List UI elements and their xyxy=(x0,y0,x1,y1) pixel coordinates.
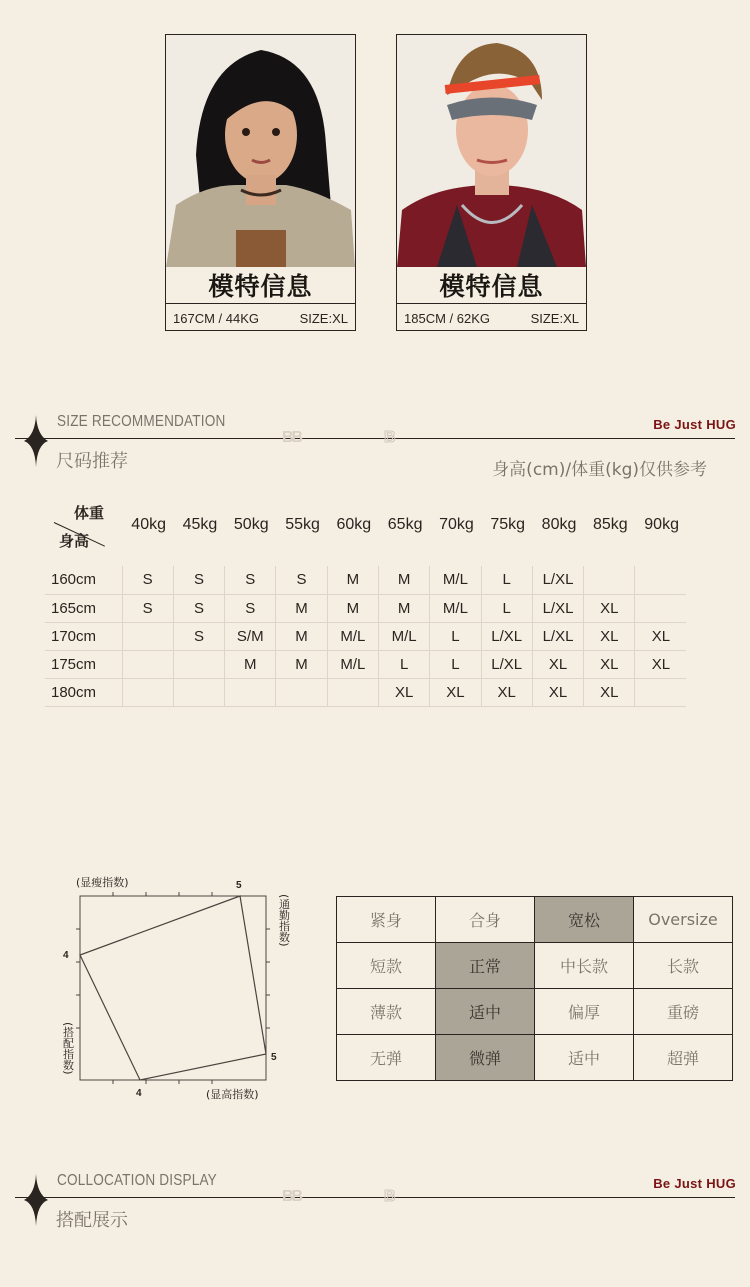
size-cell: S xyxy=(225,594,276,622)
size-cell: M xyxy=(225,650,276,678)
attribute-cell: 中长款 xyxy=(535,943,634,989)
size-cell: L xyxy=(430,650,481,678)
size-cell: M/L xyxy=(327,622,378,650)
size-cell: M/L xyxy=(430,566,481,594)
size-cell xyxy=(635,594,686,622)
size-cell: XL xyxy=(635,650,686,678)
model-size: SIZE:XL xyxy=(299,310,348,326)
model-stats xyxy=(397,305,586,331)
attribute-cell: 短款 xyxy=(337,943,436,989)
weight-column-header: 80kg xyxy=(541,516,577,533)
value-matching-index: 4 xyxy=(63,950,69,961)
size-cell: L/XL xyxy=(532,594,583,622)
size-cell: L/XL xyxy=(481,650,532,678)
size-cell: M/L xyxy=(378,622,429,650)
size-cell: XL xyxy=(584,678,635,706)
size-cell: XL xyxy=(584,650,635,678)
size-cell xyxy=(635,566,686,594)
weight-column-header: 50kg xyxy=(233,516,269,533)
size-cell: L/XL xyxy=(532,566,583,594)
label-slimming-index: (显瘦指数) xyxy=(76,876,129,889)
size-cell: XL xyxy=(532,650,583,678)
sparkle-icon xyxy=(24,1174,48,1226)
model-height-weight: 185CM / 62KG xyxy=(404,310,490,326)
size-cell xyxy=(635,678,686,706)
section-title-en: SIZE RECOMMENDATION xyxy=(57,413,226,430)
size-cell xyxy=(173,650,224,678)
height-row-label: 165cm xyxy=(45,594,122,622)
attribute-cell: 适中 xyxy=(436,989,535,1035)
divider-line xyxy=(15,1197,735,1198)
size-cell xyxy=(122,650,173,678)
table-corner-cell xyxy=(52,502,108,548)
weight-column-header: 75kg xyxy=(490,516,526,533)
label-matching-index: (搭配指数) xyxy=(61,1022,75,1075)
size-cell xyxy=(173,678,224,706)
size-cell: M xyxy=(276,622,327,650)
size-cell: M xyxy=(327,566,378,594)
size-cell xyxy=(276,678,327,706)
brand-logo: Be Just HUG xyxy=(653,1176,736,1191)
weight-column-header: 85kg xyxy=(592,516,628,533)
size-cell: XL xyxy=(378,678,429,706)
section-title-en: COLLOCATION DISPLAY xyxy=(57,1172,217,1189)
attribute-cell: 紧身 xyxy=(337,897,436,943)
sparkle-icon xyxy=(24,415,48,467)
size-cell: L xyxy=(481,566,532,594)
model-card-female xyxy=(165,34,356,331)
attribute-cell: Oversize xyxy=(634,897,733,943)
size-cell xyxy=(122,678,173,706)
size-table xyxy=(45,566,686,707)
model-card-male xyxy=(396,34,587,331)
size-recommendation-header xyxy=(0,413,750,483)
size-cell: S xyxy=(173,622,224,650)
bb-logo-icon: BB xyxy=(282,429,302,446)
attribute-cell: 长款 xyxy=(634,943,733,989)
size-table-header xyxy=(0,502,750,550)
value-height-index: 4 xyxy=(136,1088,142,1099)
b-logo-icon: B xyxy=(384,1188,396,1205)
size-cell xyxy=(225,678,276,706)
size-cell: XL xyxy=(635,622,686,650)
value-slimming-index: 5 xyxy=(236,880,242,891)
model-photo-male xyxy=(397,35,586,267)
reference-note: 身高(cm)/体重(kg)仅供参考 xyxy=(492,460,707,480)
attribute-cell: 薄款 xyxy=(337,989,436,1035)
chart-frame xyxy=(80,896,266,1080)
brand-logo: Be Just HUG xyxy=(653,417,736,432)
model-stats xyxy=(166,305,355,331)
index-polygon xyxy=(80,896,266,1080)
height-axis-label: 身高 xyxy=(59,532,90,550)
height-row-label: 160cm xyxy=(45,566,122,594)
weight-column-header: 40kg xyxy=(131,516,166,533)
attribute-cell: 重磅 xyxy=(634,989,733,1035)
value-commute-index: 5 xyxy=(271,1052,277,1063)
size-cell xyxy=(122,622,173,650)
size-cell: S xyxy=(122,594,173,622)
size-cell: L xyxy=(378,650,429,678)
height-row-label: 175cm xyxy=(45,650,122,678)
size-cell: M xyxy=(378,594,429,622)
size-cell: XL xyxy=(584,594,635,622)
section-title-cn: 搭配展示 xyxy=(56,1210,128,1231)
size-cell: S xyxy=(173,594,224,622)
attribute-cell: 正常 xyxy=(436,943,535,989)
size-cell xyxy=(584,566,635,594)
model-size: SIZE:XL xyxy=(530,310,579,326)
size-cell: M/L xyxy=(327,650,378,678)
attribute-cell: 微弹 xyxy=(436,1035,535,1081)
weight-column-header: 60kg xyxy=(336,516,372,533)
divider-line xyxy=(15,438,735,439)
size-cell: XL xyxy=(532,678,583,706)
label-height-index: (显高指数) xyxy=(206,1088,259,1101)
size-cell: L xyxy=(430,622,481,650)
model-caption: 模特信息 xyxy=(166,267,355,304)
size-cell: L/XL xyxy=(532,622,583,650)
collocation-header xyxy=(0,1172,750,1242)
weight-axis-label: 体重 xyxy=(73,504,104,522)
attribute-cell: 宽松 xyxy=(535,897,634,943)
weight-column-header: 70kg xyxy=(439,516,474,533)
attribute-row xyxy=(337,989,733,1035)
size-cell: S xyxy=(173,566,224,594)
model-caption: 模特信息 xyxy=(397,267,586,304)
size-cell: M/L xyxy=(430,594,481,622)
model-photo-female xyxy=(166,35,355,267)
table-row xyxy=(45,566,686,594)
bb-logo-icon: BB xyxy=(282,1188,302,1205)
weight-column-header: 90kg xyxy=(644,516,679,533)
size-cell: S xyxy=(122,566,173,594)
size-cell: M xyxy=(378,566,429,594)
table-row xyxy=(45,594,686,622)
index-radar-chart xyxy=(58,872,298,1104)
attribute-grid xyxy=(336,896,733,1081)
size-cell xyxy=(327,678,378,706)
size-cell: S/M xyxy=(225,622,276,650)
weight-column-header: 55kg xyxy=(285,516,320,533)
size-cell: XL xyxy=(584,622,635,650)
label-commute-index: (通勤指数) xyxy=(277,894,291,947)
attribute-cell: 超弹 xyxy=(634,1035,733,1081)
attribute-cell: 合身 xyxy=(436,897,535,943)
section-title-cn: 尺码推荐 xyxy=(56,451,128,472)
size-cell: M xyxy=(327,594,378,622)
attribute-row xyxy=(337,1035,733,1081)
attribute-row xyxy=(337,943,733,989)
size-cell: M xyxy=(276,594,327,622)
weight-column-header: 65kg xyxy=(387,516,423,533)
table-row xyxy=(45,678,686,706)
size-cell: S xyxy=(225,566,276,594)
size-cell: M xyxy=(276,650,327,678)
attribute-row xyxy=(337,897,733,943)
size-cell: XL xyxy=(430,678,481,706)
attribute-cell: 适中 xyxy=(535,1035,634,1081)
attribute-cell: 偏厚 xyxy=(535,989,634,1035)
weight-columns xyxy=(123,516,687,534)
size-cell: XL xyxy=(481,678,532,706)
table-row xyxy=(45,650,686,678)
height-row-label: 180cm xyxy=(45,678,122,706)
model-height-weight: 167CM / 44KG xyxy=(173,310,259,326)
size-cell: L/XL xyxy=(481,622,532,650)
table-row xyxy=(45,622,686,650)
size-cell: L xyxy=(481,594,532,622)
weight-column-header: 45kg xyxy=(182,516,218,533)
attribute-cell: 无弹 xyxy=(337,1035,436,1081)
b-logo-icon: B xyxy=(384,429,396,446)
size-cell: S xyxy=(276,566,327,594)
height-row-label: 170cm xyxy=(45,622,122,650)
